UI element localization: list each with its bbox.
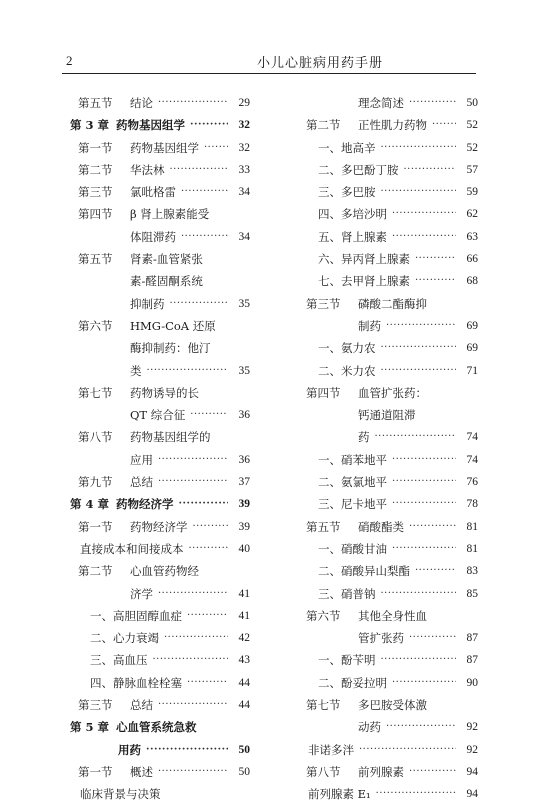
leader-dots (376, 783, 456, 805)
entry-title: 酶抑制药：他汀 (130, 341, 211, 356)
page-ref: 34 (238, 230, 250, 243)
page-ref: 66 (466, 253, 478, 266)
toc-entry (298, 538, 478, 560)
section-number: 第三节 (306, 296, 341, 311)
leader-dots (193, 516, 229, 538)
page-ref: 37 (238, 476, 250, 489)
entry-title: 二、多巴酚丁胺 (318, 162, 399, 177)
page-ref: 87 (466, 654, 478, 667)
toc-entry (298, 137, 478, 159)
leader-dots (146, 739, 228, 761)
chapter-title: 药物基因组学 (116, 118, 185, 133)
entry-title: 血管扩张药： (358, 385, 427, 400)
section-number: 第五节 (306, 519, 341, 534)
page-ref: 52 (466, 141, 478, 154)
entry-title: 磷酸二酯酶抑 (358, 296, 427, 311)
toc-entry (298, 426, 478, 448)
toc-entry (70, 605, 250, 627)
page-ref: 32 (238, 141, 250, 154)
toc-entry (70, 315, 250, 337)
entry-title: 二、硝酸异山梨酯 (318, 564, 410, 579)
toc-entry (298, 404, 478, 426)
page-ref: 92 (466, 743, 478, 756)
entry-title: 钙通道阻滞 (358, 408, 416, 423)
leader-dots (158, 92, 228, 114)
leader-dots (189, 538, 229, 560)
page-ref: 36 (238, 453, 250, 466)
book-title: 小儿心脏病用药手册 (256, 56, 383, 71)
page-header (0, 0, 552, 80)
page-ref: 94 (466, 765, 478, 778)
entry-title: 心血管药物经 (130, 564, 199, 579)
toc-entry (70, 694, 250, 716)
section-number: 第一节 (78, 140, 113, 155)
toc-entry (70, 203, 250, 225)
leader-dots (404, 159, 457, 181)
section-number: 第五节 (78, 96, 113, 110)
entry-title: 直接成本和间接成本 (80, 541, 184, 556)
toc-entry (298, 181, 478, 203)
entry-title: 硝酸酯类 (358, 519, 404, 534)
leader-dots (432, 114, 456, 136)
toc-entry (298, 203, 478, 225)
page-ref: 39 (238, 498, 250, 511)
toc-entry (298, 672, 478, 694)
toc-entry (298, 471, 478, 493)
entry-title: 氯吡格雷 (130, 185, 176, 200)
toc-entry (70, 627, 250, 649)
toc-entry (298, 694, 478, 716)
toc-entry (298, 493, 478, 515)
entry-title: 二、心力衰竭 (90, 631, 159, 646)
toc-entry (70, 560, 250, 582)
toc-entry (298, 360, 478, 382)
toc-entry (298, 315, 478, 337)
page-ref: 50 (238, 743, 250, 756)
page-ref: 94 (466, 788, 478, 801)
entry-title: 结论 (130, 96, 153, 110)
page-ref: 35 (238, 297, 250, 310)
page-ref: 81 (466, 542, 478, 555)
leader-dots (375, 426, 457, 448)
toc-entry (70, 360, 250, 382)
page-ref: 41 (238, 587, 250, 600)
entry-title: 三、尼卡地平 (318, 497, 387, 512)
entry-title: 一、硝苯地平 (318, 452, 387, 467)
toc-entry (298, 270, 478, 292)
leader-dots (190, 404, 228, 426)
entry-title: 非诺多泮 (308, 742, 354, 757)
page-ref: 90 (466, 676, 478, 689)
section-number: 第一节 (78, 764, 113, 779)
section-number: 第四节 (78, 207, 113, 222)
toc-entry (70, 471, 250, 493)
toc-entry (70, 382, 250, 404)
leader-dots (158, 761, 228, 783)
leader-dots (204, 137, 228, 159)
page-ref: 34 (238, 186, 250, 199)
section-number: 第三节 (78, 185, 113, 200)
section-number: 第二节 (78, 564, 113, 579)
page-ref: 63 (466, 230, 478, 243)
entry-title: 五、肾上腺素 (318, 229, 387, 244)
page-ref: 71 (466, 364, 478, 377)
entry-title: 总结 (130, 475, 153, 490)
leader-dots (415, 248, 456, 270)
leader-dots (392, 449, 456, 471)
chapter-number: 第 5 章 (70, 720, 110, 735)
entry-title: 前列腺素 E₁ (308, 787, 371, 802)
entry-title: 素-醛固酮系统 (130, 274, 203, 289)
page-ref: 69 (466, 342, 478, 355)
leader-dots (381, 337, 457, 359)
leader-dots (187, 605, 228, 627)
leader-dots (147, 360, 229, 382)
page-ref: 69 (466, 319, 478, 332)
entry-title: 动药 (358, 720, 381, 735)
page-ref: 59 (466, 186, 478, 199)
entry-title: 华法林 (130, 162, 165, 177)
section-number: 第一节 (78, 519, 113, 534)
leader-dots (381, 137, 457, 159)
page-ref: 68 (466, 275, 478, 288)
leader-dots (392, 226, 456, 248)
entry-title: 前列腺素 (358, 764, 404, 779)
page-ref: 42 (238, 632, 250, 645)
toc-entry (70, 270, 250, 292)
entry-title: 三、高血压 (90, 653, 148, 668)
entry-title: 三、硝普钠 (318, 586, 376, 601)
toc-entry (298, 382, 478, 404)
toc-entry (298, 226, 478, 248)
entry-title: 药物基因组学 (130, 140, 199, 155)
page-ref: 41 (238, 609, 250, 622)
entry-title: 二、氨氯地平 (318, 475, 387, 490)
toc-entry (298, 605, 478, 627)
entry-title: 四、多培沙明 (318, 207, 387, 222)
toc-entry (70, 761, 250, 783)
toc-entry (70, 226, 250, 248)
page-ref: 81 (466, 520, 478, 533)
toc-right-column (298, 92, 478, 806)
toc-entry (298, 293, 478, 315)
entry-title: 管扩张药 (358, 631, 404, 646)
page-ref: 78 (466, 498, 478, 511)
page-ref: 57 (466, 163, 478, 176)
entry-title: 药物基因组学的 (130, 430, 211, 445)
toc-entry (298, 449, 478, 471)
leader-dots (392, 471, 456, 493)
leader-dots (170, 293, 229, 315)
leader-dots (409, 92, 456, 114)
page-number: 2 (66, 53, 73, 68)
page-ref: 92 (466, 721, 478, 734)
leader-dots (179, 493, 229, 515)
page-ref: 36 (238, 409, 250, 422)
entry-title: 多巴胺受体激 (358, 698, 427, 713)
page-ref: 74 (466, 431, 478, 444)
page-ref: 74 (466, 453, 478, 466)
leader-dots (392, 538, 456, 560)
entry-title: 药物诱导的长 (130, 385, 199, 400)
leader-dots (158, 583, 228, 605)
toc-entry (298, 337, 478, 359)
header-rule (62, 73, 476, 74)
toc-entry (70, 337, 250, 359)
leader-dots (153, 649, 229, 671)
toc-entry (298, 583, 478, 605)
entry-title: 济学 (130, 586, 153, 601)
toc-entry (70, 137, 250, 159)
page-ref: 50 (466, 97, 478, 109)
entry-title: 一、酚苄明 (318, 653, 376, 668)
entry-title: 其他全身性血 (358, 608, 427, 623)
toc-left-column (70, 92, 250, 806)
entry-title: 应用 (130, 452, 153, 467)
section-number: 第二节 (306, 118, 341, 133)
leader-dots (158, 449, 228, 471)
entry-title: 一、地高辛 (318, 140, 376, 155)
toc-entry (70, 672, 250, 694)
toc-entry (298, 716, 478, 738)
leader-dots (381, 583, 457, 605)
leader-dots (386, 315, 456, 337)
leader-dots (158, 694, 228, 716)
section-number: 第八节 (306, 764, 341, 779)
leader-dots (181, 226, 228, 248)
entry-title: 药物经济学 (130, 519, 188, 534)
entry-title: 一、高胆固醇血症 (90, 608, 182, 623)
leader-dots (190, 114, 228, 136)
leader-dots (392, 672, 456, 694)
toc-entry (70, 248, 250, 270)
entry-title: 三、多巴胺 (318, 185, 376, 200)
toc-entry (70, 114, 250, 136)
toc-entry (70, 426, 250, 448)
entry-title: β 肾上腺素能受 (130, 207, 210, 222)
entry-title: 六、异丙肾上腺素 (318, 252, 410, 267)
toc-entry (70, 449, 250, 471)
toc-entry (70, 159, 250, 181)
entry-title: 一、氨力农 (318, 341, 376, 356)
toc-entry (70, 583, 250, 605)
toc-entry (70, 293, 250, 315)
entry-title: HMG-CoA 还原 (130, 318, 216, 333)
chapter-title: 心血管系统急救 (116, 720, 197, 735)
toc-entry (70, 181, 250, 203)
leader-dots (409, 627, 456, 649)
entry-title: 制药 (358, 318, 381, 333)
page-ref: 43 (238, 654, 250, 667)
page-ref: 33 (238, 163, 250, 176)
entry-title: 药 (358, 430, 370, 445)
leader-dots (170, 159, 229, 181)
toc-entry (298, 627, 478, 649)
section-number: 第四节 (306, 385, 341, 400)
chapter-number: 第 4 章 (70, 497, 110, 512)
page-ref: 29 (238, 97, 250, 109)
section-number: 第五节 (78, 252, 113, 267)
toc-entry (298, 739, 478, 761)
leader-dots (158, 471, 228, 493)
section-number: 第六节 (78, 318, 113, 333)
page-ref: 52 (466, 119, 478, 132)
page-ref: 44 (238, 676, 250, 689)
leader-dots (409, 761, 456, 783)
section-number: 第三节 (78, 698, 113, 713)
toc-entry (70, 649, 250, 671)
toc-entry (70, 739, 250, 761)
section-number: 第七节 (78, 385, 113, 400)
toc-entry (298, 761, 478, 783)
toc-entry (298, 783, 478, 805)
entry-title: 概述 (130, 764, 153, 779)
toc-entry (298, 159, 478, 181)
section-number: 第九节 (78, 475, 113, 490)
toc-entry (70, 716, 250, 738)
entry-title: 四、静脉血栓栓塞 (90, 675, 182, 690)
toc-entry (70, 783, 250, 805)
page-ref: 76 (466, 476, 478, 489)
toc-entry (70, 92, 250, 114)
leader-dots (359, 739, 456, 761)
entry-title: 类 (130, 363, 142, 378)
entry-title: 正性肌力药物 (358, 118, 427, 133)
toc-entry (298, 92, 478, 114)
page-ref: 39 (238, 520, 250, 533)
entry-title: 二、酚妥拉明 (318, 675, 387, 690)
section-number: 第八节 (78, 430, 113, 445)
toc-entry (70, 493, 250, 515)
entry-title: 二、米力农 (318, 363, 376, 378)
page-ref: 40 (238, 542, 250, 555)
page-ref: 62 (466, 208, 478, 221)
leader-dots (381, 360, 457, 382)
toc-entry (298, 114, 478, 136)
entry-title: 抑制药 (130, 296, 165, 311)
page-ref: 35 (238, 364, 250, 377)
page-ref: 87 (466, 632, 478, 645)
toc-entry (298, 560, 478, 582)
leader-dots (386, 716, 456, 738)
entry-title: 总结 (130, 698, 153, 713)
entry-title: QT 综合征 (130, 408, 186, 423)
leader-dots (392, 203, 456, 225)
leader-dots (381, 181, 457, 203)
chapter-title: 用药 (118, 742, 141, 757)
leader-dots (392, 493, 456, 515)
entry-title: 七、去甲肾上腺素 (318, 274, 410, 289)
toc-entry (70, 538, 250, 560)
section-number: 第二节 (78, 162, 113, 177)
page-ref: 50 (238, 765, 250, 778)
toc-entry (70, 516, 250, 538)
entry-title: 理念简述 (358, 96, 404, 110)
leader-dots (164, 627, 228, 649)
toc-entry (298, 248, 478, 270)
toc-entry (298, 516, 478, 538)
toc-entry (70, 404, 250, 426)
page-ref: 44 (238, 699, 250, 712)
entry-title: 一、硝酸甘油 (318, 541, 387, 556)
toc-entry (298, 649, 478, 671)
page-ref: 85 (466, 587, 478, 600)
section-number: 第六节 (306, 608, 341, 623)
chapter-title: 药物经济学 (116, 497, 174, 512)
leader-dots (415, 270, 456, 292)
leader-dots (187, 672, 228, 694)
page-ref: 83 (466, 565, 478, 578)
leader-dots (415, 560, 456, 582)
entry-title: 临床背景与决策 (80, 787, 161, 802)
leader-dots (181, 181, 228, 203)
entry-title: 体阻滞药 (130, 229, 176, 244)
leader-dots (381, 649, 457, 671)
page-ref: 32 (238, 119, 250, 132)
entry-title: 肾素-血管紧张 (130, 252, 203, 267)
leader-dots (409, 516, 456, 538)
chapter-number: 第 3 章 (70, 118, 110, 133)
section-number: 第七节 (306, 698, 341, 713)
